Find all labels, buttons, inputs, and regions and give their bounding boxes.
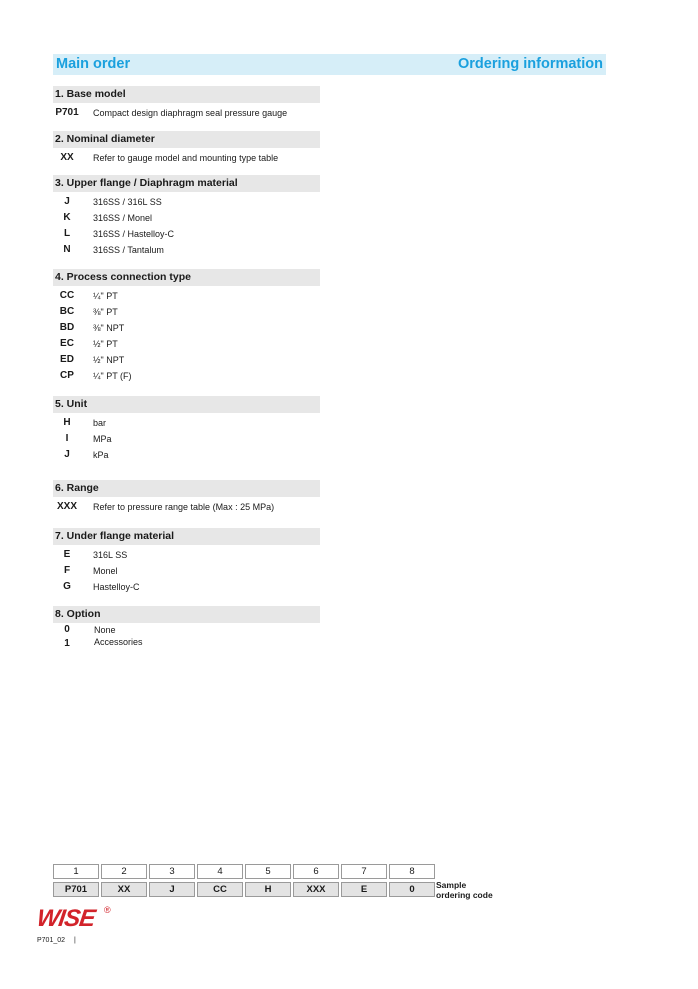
option-code: BD: [59, 322, 75, 333]
section-unit: [53, 396, 320, 463]
footer-separator: |: [74, 937, 76, 944]
logo-text: WISE: [35, 905, 97, 932]
sample-value-cell: XX: [101, 882, 147, 897]
sample-value-cell: H: [245, 882, 291, 897]
list-item: [53, 105, 320, 121]
list-item: [53, 242, 320, 258]
list-item: [53, 579, 320, 595]
list-item: [53, 431, 320, 447]
section-option: [53, 606, 320, 648]
option-desc: MPa: [93, 434, 112, 444]
option-desc: ½" PT: [93, 339, 118, 349]
sample-number-cell: 5: [245, 864, 291, 879]
sample-number-cell: 1: [53, 864, 99, 879]
option-code: K: [63, 212, 71, 223]
option-code: N: [63, 244, 71, 255]
sample-number-cell: 7: [341, 864, 387, 879]
sample-number-cell: 4: [197, 864, 243, 879]
option-code: J: [64, 449, 70, 460]
section-title: 1. Base model: [53, 86, 320, 103]
option-desc: 316SS / Hastelloy-C: [93, 229, 175, 239]
sample-number-cell: 8: [389, 864, 435, 879]
sample-label-line1: Sample: [436, 880, 467, 890]
sample-label-line2: ordering code: [436, 890, 493, 900]
list-item: [53, 636, 320, 648]
option-code: H: [63, 417, 71, 428]
list-item: [53, 288, 320, 304]
section-title: 5. Unit: [53, 396, 320, 413]
option-desc: Accessories: [94, 637, 143, 647]
option-code: 1: [64, 638, 70, 649]
list-item: [53, 210, 320, 226]
section-base-model: [53, 86, 320, 121]
section-title: 2. Nominal diameter: [53, 131, 320, 148]
header-band: [53, 54, 606, 75]
sample-number-cell: 6: [293, 864, 339, 879]
option-code: L: [63, 228, 71, 239]
option-code: BC: [59, 306, 75, 317]
sample-label: [436, 880, 526, 900]
option-code: CP: [60, 370, 74, 381]
option-code: ED: [60, 354, 74, 365]
option-code: EC: [60, 338, 74, 349]
option-desc: kPa: [93, 450, 109, 460]
option-desc: None: [94, 625, 116, 635]
sample-number-row: [53, 864, 437, 879]
option-code: 0: [64, 624, 70, 635]
sample-number-cell: 2: [101, 864, 147, 879]
option-desc: 316SS / Tantalum: [93, 245, 164, 255]
section-nominal-diameter: [53, 131, 320, 166]
section-upper-flange-material: [53, 175, 320, 258]
section-title: 8. Option: [53, 606, 320, 623]
list-item: [53, 499, 320, 515]
list-item: [53, 352, 320, 368]
sample-value-cell: P701: [53, 882, 99, 897]
option-code: G: [63, 581, 71, 592]
sample-value-cell: XXX: [293, 882, 339, 897]
option-code: E: [63, 549, 71, 560]
option-desc: Refer to gauge model and mounting type table: [93, 153, 279, 163]
section-title: 6. Range: [53, 480, 320, 497]
ordering-information-title: Ordering information: [458, 56, 603, 72]
list-item: [53, 194, 320, 210]
section-process-connection-type: [53, 269, 320, 384]
sample-value-cell: J: [149, 882, 195, 897]
option-code: F: [63, 565, 71, 576]
section-title: 3. Upper flange / Diaphragm material: [53, 175, 320, 192]
list-item: [53, 547, 320, 563]
section-title: 4. Process connection type: [53, 269, 320, 286]
sample-value-row: [53, 882, 437, 897]
main-order-title: Main order: [56, 56, 131, 72]
list-item: [53, 226, 320, 242]
option-code: CC: [59, 290, 75, 301]
option-desc: 316SS / 316L SS: [93, 197, 162, 207]
registered-mark: ®: [104, 905, 111, 915]
list-item: [53, 415, 320, 431]
list-item: [53, 304, 320, 320]
option-code: XXX: [56, 501, 77, 512]
list-item: [53, 336, 320, 352]
sample-value-cell: CC: [197, 882, 243, 897]
option-desc: 316L SS: [93, 550, 128, 560]
option-desc: bar: [93, 418, 107, 428]
option-desc: ½" NPT: [93, 355, 125, 365]
option-desc: Monel: [93, 566, 118, 576]
option-code: I: [65, 433, 69, 444]
sample-number-cell: 3: [149, 864, 195, 879]
option-desc: Refer to pressure range table (Max : 25 MPa): [93, 502, 275, 512]
option-desc: 316SS / Monel: [93, 213, 153, 223]
list-item: [53, 447, 320, 463]
list-item: [53, 368, 320, 384]
option-desc: Compact design diaphragm seal pressure gauge: [93, 108, 288, 118]
option-code: XX: [60, 152, 74, 163]
option-desc: ⅜" NPT: [93, 323, 125, 333]
option-code: J: [64, 196, 70, 207]
section-range: [53, 480, 320, 515]
list-item: [53, 563, 320, 579]
option-desc: Hastelloy-C: [93, 582, 140, 592]
wise-logo: [35, 905, 111, 933]
document-number: P701_02: [37, 937, 66, 944]
list-item: [53, 624, 320, 636]
section-under-flange-material: [53, 528, 320, 595]
list-item: [53, 150, 320, 166]
option-desc: ¼" PT: [93, 291, 118, 301]
sample-value-cell: 0: [389, 882, 435, 897]
section-title: 7. Under flange material: [53, 528, 320, 545]
list-item: [53, 320, 320, 336]
option-desc: ¼" PT (F): [93, 371, 132, 381]
option-desc: ⅜" PT: [93, 307, 118, 317]
sample-value-cell: E: [341, 882, 387, 897]
option-code: P701: [55, 107, 79, 118]
